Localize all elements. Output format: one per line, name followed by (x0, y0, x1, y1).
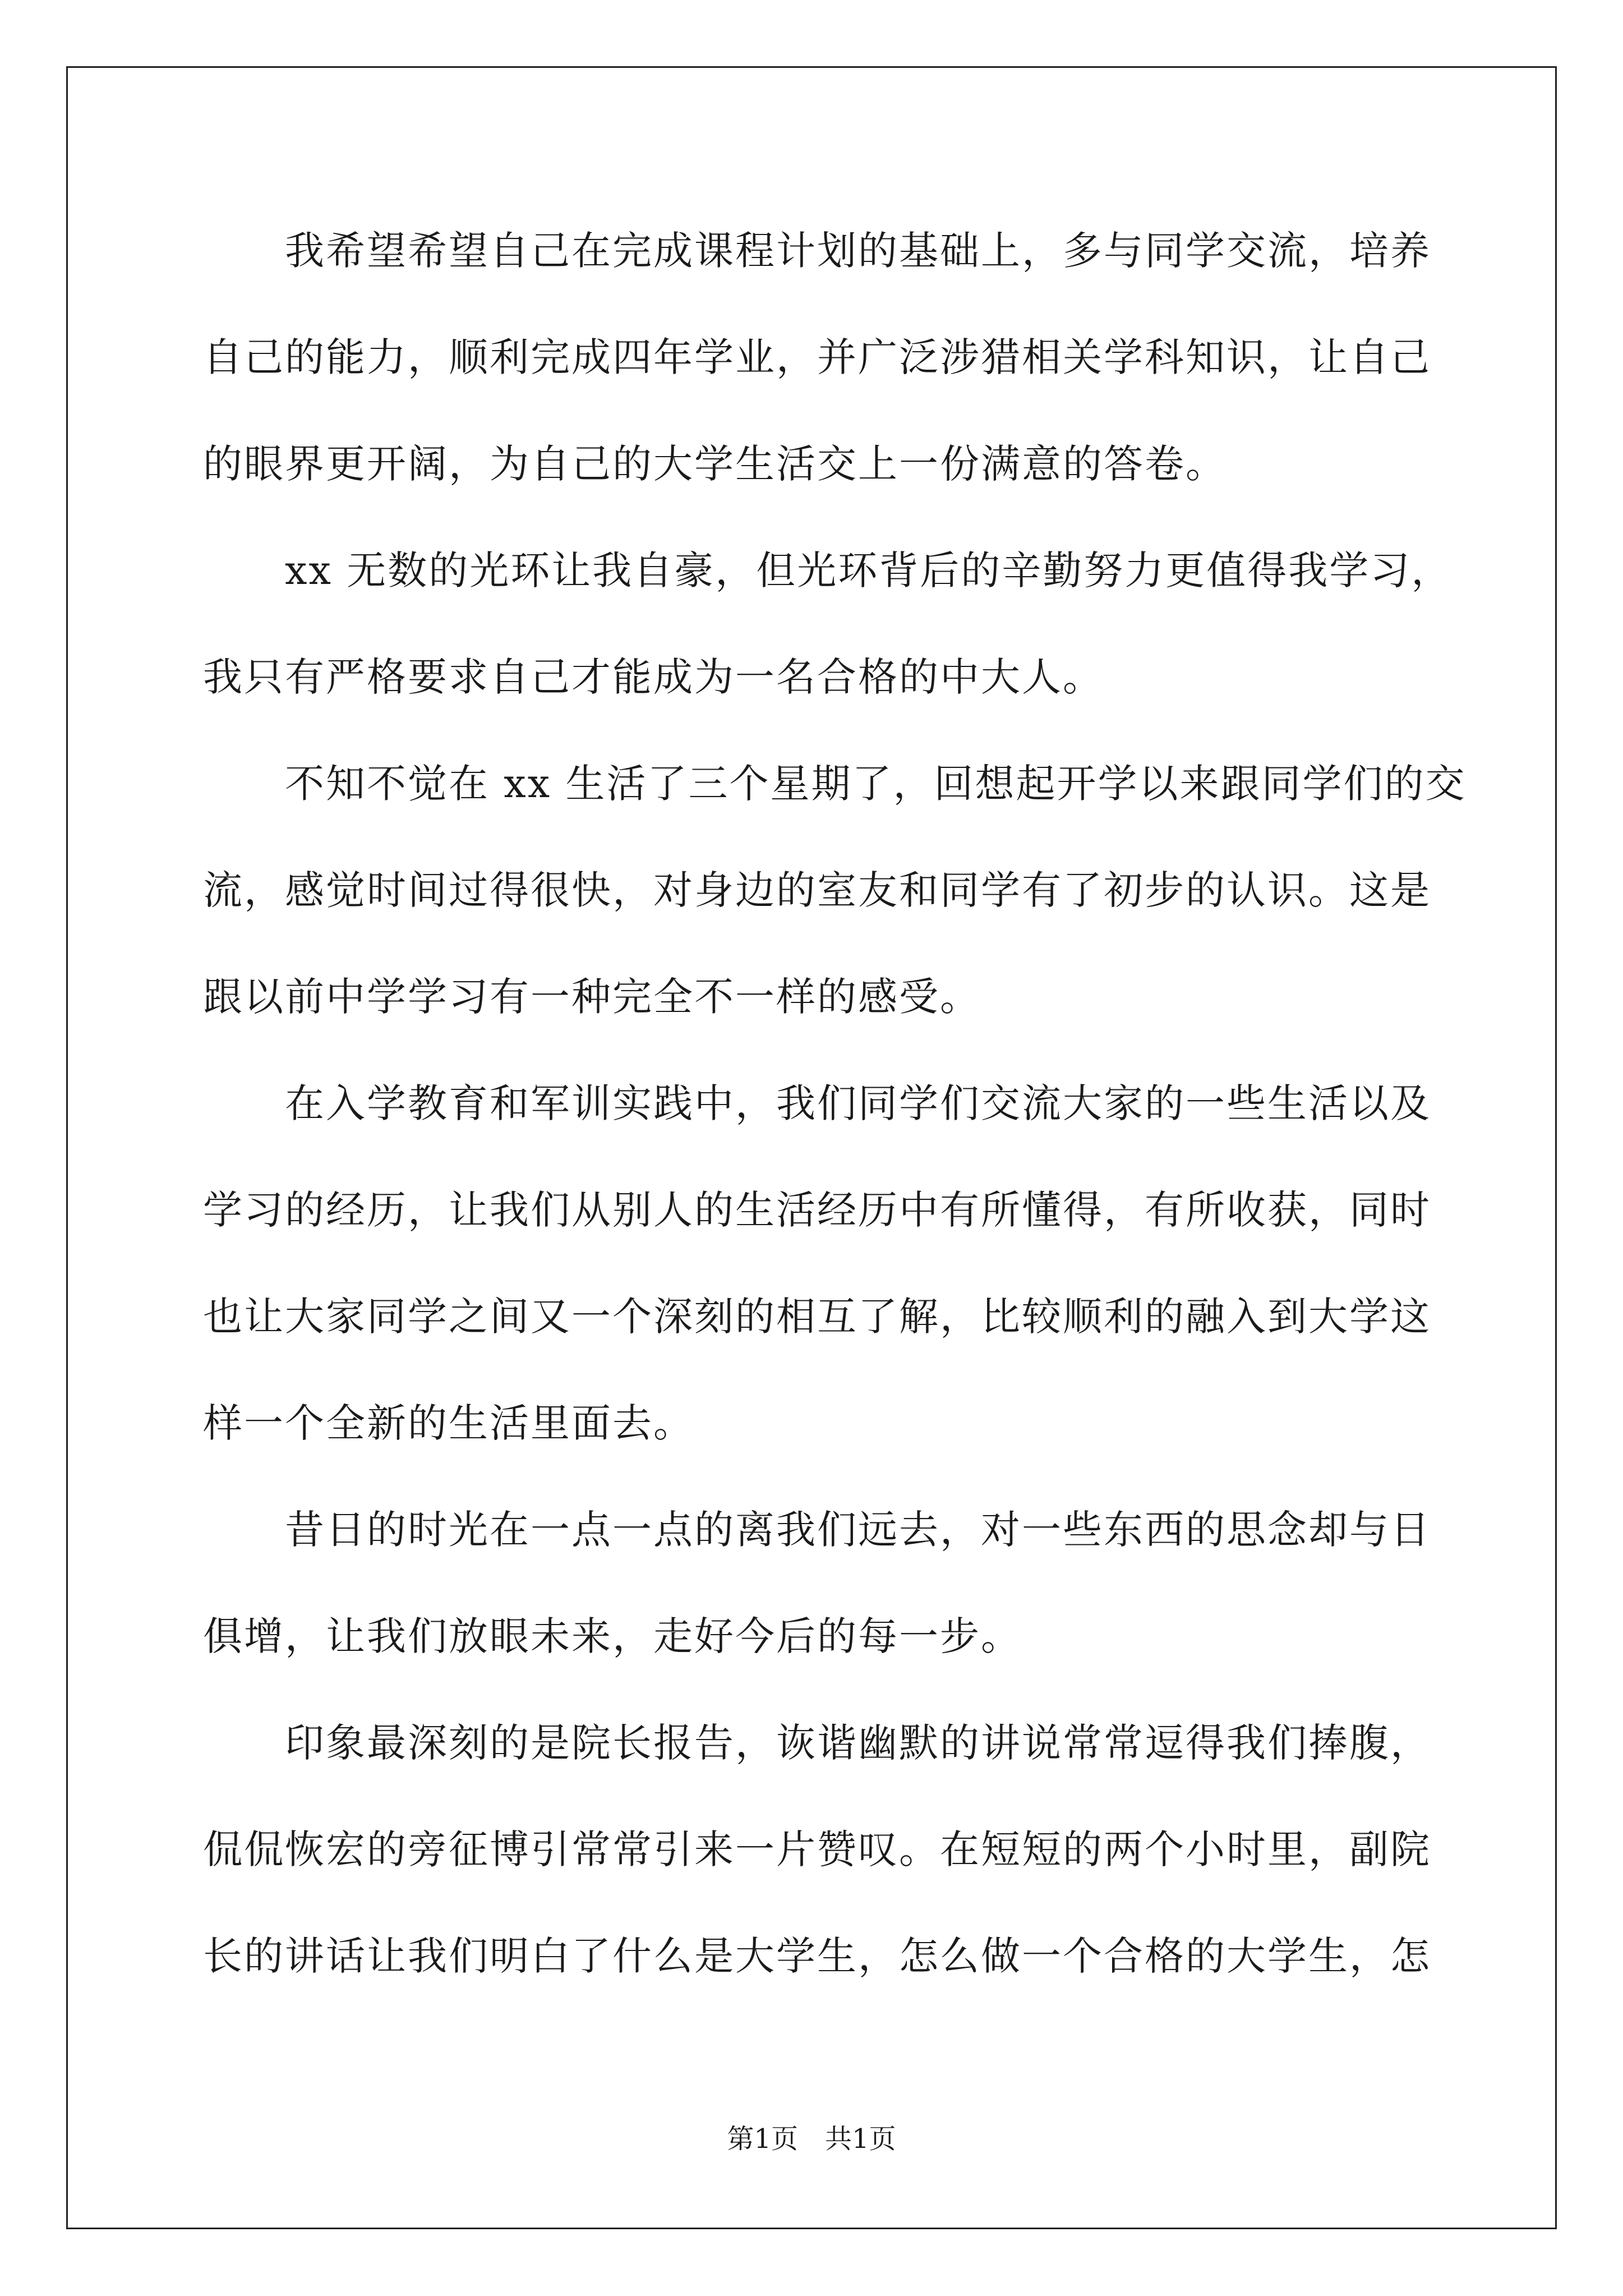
page-number-footer: 第1页 共1页 (727, 2123, 896, 2155)
text-line: 我只有严格要求自己才能成为一名合格的中大人。 (203, 654, 1104, 700)
text-line: 的眼界更开阔，为自己的大学生活交上一份满意的答卷。 (203, 441, 1227, 487)
text-line: 学习的经历，让我们从别人的生活经历中有所懂得，有所收获，同时 (203, 1187, 1431, 1233)
text-line: 流，感觉时间过得很快，对身边的室友和同学有了初步的认识。这是 (203, 867, 1431, 913)
text-line: 长的讲话让我们明白了什么是大学生，怎么做一个合格的大学生，怎 (203, 1933, 1431, 1979)
text-line: 不知不觉在 xx 生活了三个星期了，回想起开学以来跟同学们的交 (203, 761, 1467, 807)
text-line: 昔日的时光在一点一点的离我们远去，对一些东西的思念却与日 (203, 1507, 1431, 1553)
text-line: 也让大家同学之间又一个深刻的相互了解，比较顺利的融入到大学这 (203, 1294, 1431, 1340)
text-line: 侃侃恢宏的旁征博引常常引来一片赞叹。在短短的两个小时里，副院 (203, 1826, 1431, 1872)
text-line: xx 无数的光环让我自豪，但光环背后的辛勤努力更值得我学习， (203, 547, 1453, 593)
text-line: 在入学教育和军训实践中，我们同学们交流大家的一些生活以及 (203, 1080, 1431, 1126)
text-line: 我希望希望自己在完成课程计划的基础上，多与同学交流，培养 (203, 228, 1431, 274)
text-line: 跟以前中学学习有一种完全不一样的感受。 (203, 974, 981, 1020)
text-line: 自己的能力，顺利完成四年学业，并广泛涉猎相关学科知识，让自己 (203, 334, 1431, 380)
text-line: 印象最深刻的是院长报告，诙谐幽默的讲说常常逗得我们捧腹， (203, 1720, 1431, 1766)
text-line: 俱增，让我们放眼未来，走好今后的每一步。 (203, 1613, 1022, 1659)
text-line: 样一个全新的生活里面去。 (203, 1400, 694, 1446)
document-body (203, 197, 1467, 2009)
